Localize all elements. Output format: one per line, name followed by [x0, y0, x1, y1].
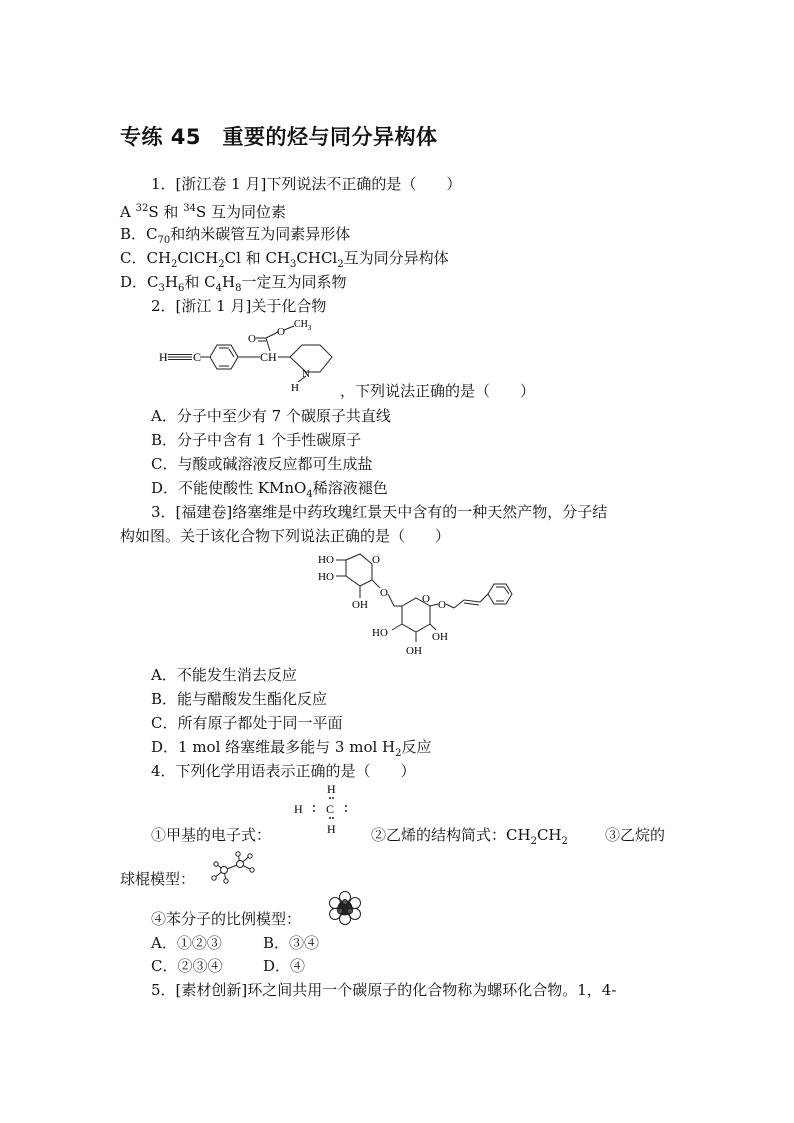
q3-label-o-ring1: O [372, 554, 380, 566]
q2-label-o-carbonyl: O [248, 333, 256, 345]
q3-label-o-ring2: O [422, 593, 430, 605]
q3-label-ho-3: HO [372, 627, 388, 639]
q3-stem-line1: 3．[福建卷]络塞维是中药玫瑰红景天中含有的一种天然产物，分子结 [151, 503, 608, 521]
q3-option-c: C．所有原子都处于同一平面 [151, 714, 343, 732]
q2-label-alkyne-c: C [193, 350, 202, 364]
benzene-space-filling-model [327, 891, 363, 925]
q4-item3: ③乙烷的 [605, 826, 666, 844]
q4-option-d: D．④ [263, 957, 306, 975]
ethane-ball-stick-model [206, 848, 258, 886]
q2-label-n: N [302, 368, 310, 380]
q3-stem-line2: 构如图。关于该化合物下列说法正确的是（ ） [120, 527, 451, 545]
q2-option-a: A．分子中至少有 7 个碳原子共直线 [151, 407, 391, 425]
q1-option-a: A $^{32}$S 和 $^{34}$S 互为同位素 [120, 203, 286, 221]
q2-stem-continued: ，下列说法正确的是（ ） [340, 382, 536, 400]
q3-label-ho-1: HO [318, 554, 334, 566]
q2-structure-diagram [156, 316, 346, 396]
edot-h-top: H [327, 782, 336, 796]
q1-option-d: D．$C_3H_6$和 $C_4H_8$一定互为同系物 [120, 273, 347, 294]
q5-stem: 5．[素材创新]环之间共用一个碳原子的化合物称为螺环化合物。1，4- [151, 981, 617, 999]
q2-option-b: B．分子中含有 1 个手性碳原子 [151, 431, 362, 449]
q2-label-o-ether: O [277, 326, 285, 338]
q3-label-o-link: O [380, 587, 388, 599]
q1-stem: 1．[浙江卷 1 月]下列说法不正确的是（ ） [151, 175, 462, 193]
q3-label-oh-1: OH [352, 599, 368, 611]
q3-option-b: B．能与醋酸发生酯化反应 [151, 690, 328, 708]
edot-h-bottom: H [327, 822, 336, 836]
q2-label-ch: CH [260, 350, 277, 364]
q3-option-a: A．不能发生消去反应 [151, 666, 297, 684]
q1-option-c: C．$CH_2ClCH_2Cl$ 和 $CH_3CHCl_2$互为同分异构体 [120, 249, 449, 270]
q4-item3-continued: 球棍模型： [120, 870, 196, 888]
q2-option-d: D．不能使酸性 KMnO$_4$稀溶液褪色 [151, 479, 388, 500]
edot-c: C [326, 802, 335, 816]
q4-option-b: B．③④ [263, 934, 320, 952]
q4-item2: ②乙烯的结构简式：$CH_2CH_2$ [371, 826, 568, 847]
q3-label-ho-2: HO [318, 571, 334, 583]
q2-label-alkyne-h: H [159, 350, 168, 364]
page-title: 专练 45 重要的烃与同分异构体 [120, 125, 438, 149]
q4-stem: 4．下列化学用语表示正确的是（ ） [151, 762, 416, 780]
edot-h-left: H [294, 802, 303, 816]
q3-structure-diagram [314, 546, 524, 658]
q4-item1: ①甲基的电子式： [151, 826, 272, 844]
q2-label-h: H [291, 382, 299, 394]
methyl-electron-dot-diagram [290, 781, 360, 845]
q3-label-oh-2: OH [432, 631, 448, 643]
q1-option-b: B．$C_{70}$和纳米碳管互为同素异形体 [120, 225, 351, 246]
q3-option-d: D．1 mol 络塞维最多能与 3 mol $H_2$反应 [151, 738, 432, 759]
q2-label-ch3: $CH_3$ [294, 319, 312, 332]
q3-label-o-glycoside: O [438, 599, 446, 611]
q2-option-c: C．与酸或碱溶液反应都可生成盐 [151, 455, 373, 473]
q4-item4: ④苯分子的比例模型： [151, 910, 302, 928]
q2-stem: 2．[浙江 1 月]关于化合物 [151, 297, 327, 315]
q4-option-a: A．①②③ [151, 934, 222, 952]
q4-option-c: C．②③④ [151, 957, 223, 975]
q3-label-oh-3: OH [406, 645, 422, 657]
